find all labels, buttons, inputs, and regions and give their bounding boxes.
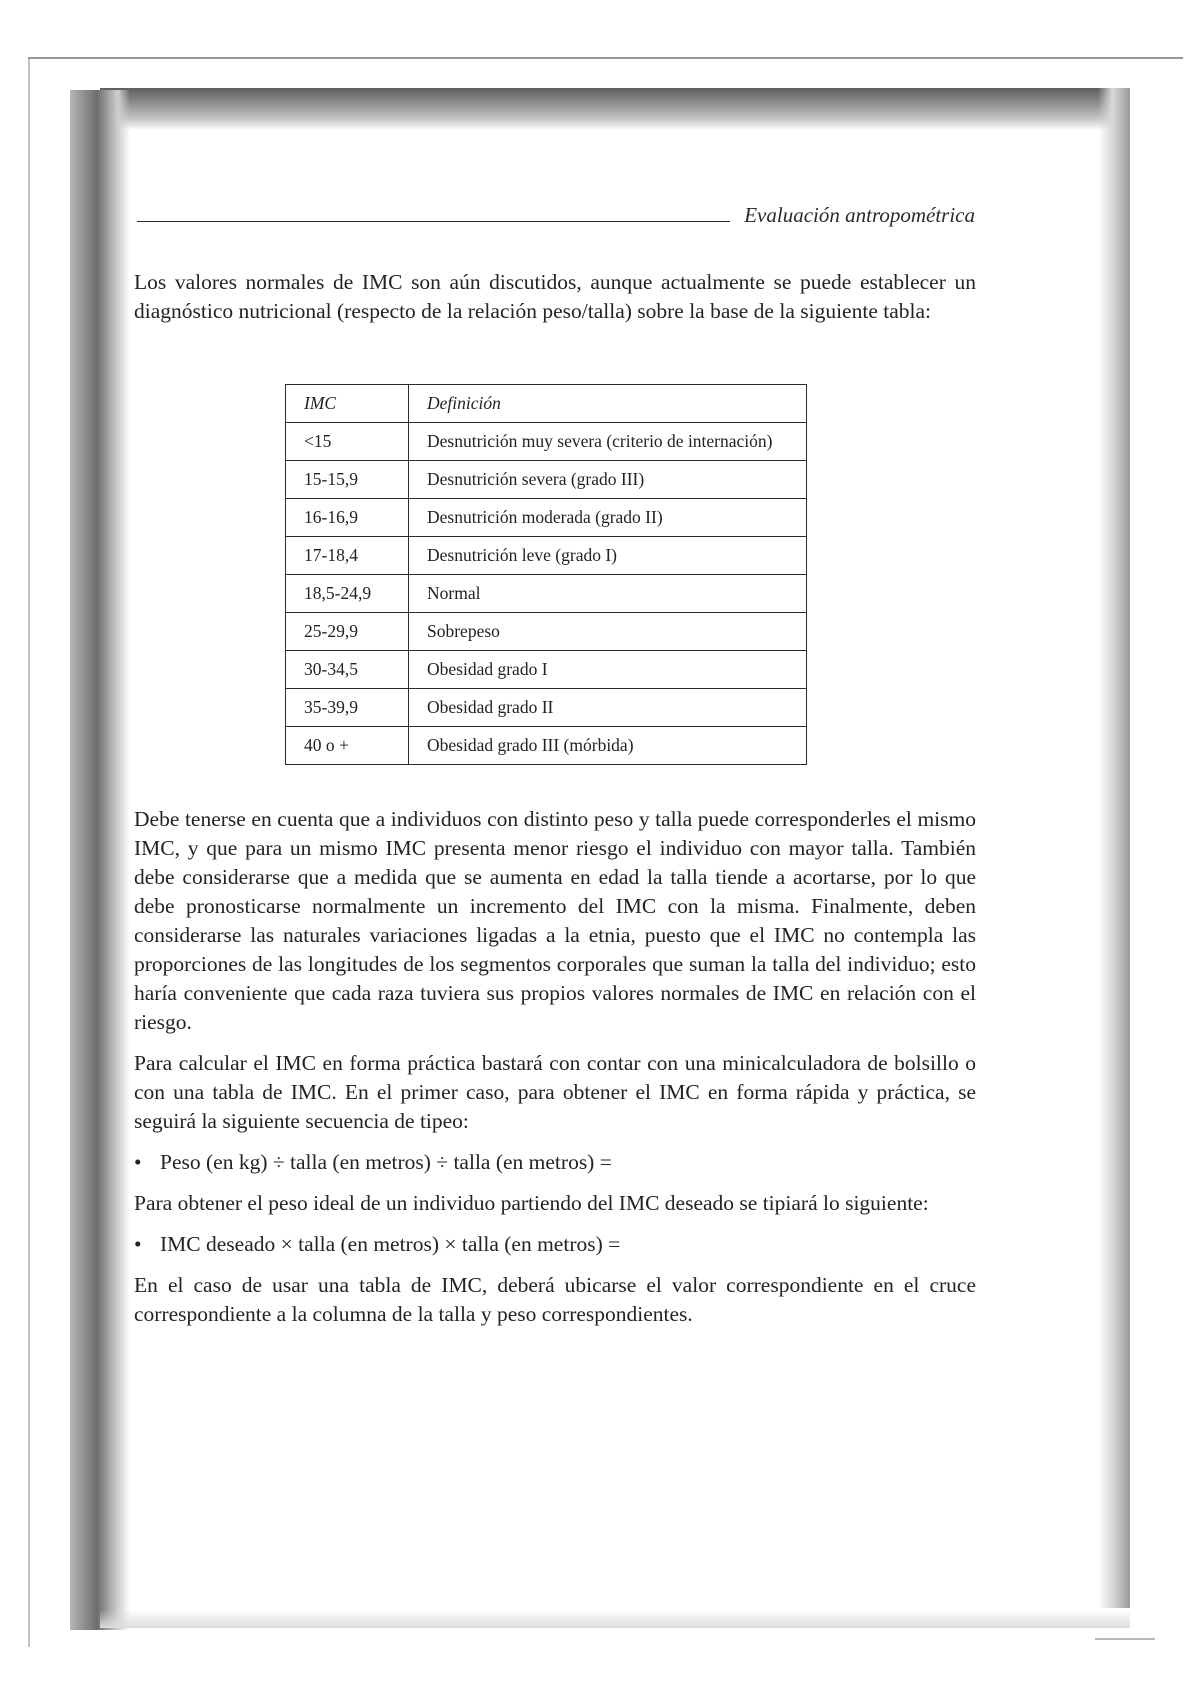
table-cell-definition: Obesidad grado II	[409, 689, 807, 727]
formula-ideal-weight: IMC deseado × talla (en metros) × talla (en metros) =	[160, 1232, 621, 1256]
table-cell-definition: Desnutrición severa (grado III)	[409, 461, 807, 499]
scan-edge-left	[28, 57, 30, 1647]
table-cell-definition: Desnutrición moderada (grado II)	[409, 499, 807, 537]
table-cell-imc: 16-16,9	[286, 499, 409, 537]
table-cell-definition: Sobrepeso	[409, 613, 807, 651]
body-section	[134, 805, 976, 1341]
table-cell-imc: 15-15,9	[286, 461, 409, 499]
table-row	[286, 575, 807, 613]
scan-edge-top	[28, 57, 1183, 59]
bullet-icon: •	[134, 1150, 142, 1174]
table-header-definition: Definición	[409, 385, 807, 423]
formula-imc: Peso (en kg) ÷ talla (en metros) ÷ talla (en metros) =	[160, 1150, 612, 1174]
table-row	[286, 651, 807, 689]
table-cell-imc: 40 o +	[286, 727, 409, 765]
table-cell-imc: 18,5-24,9	[286, 575, 409, 613]
paragraph-calculation: Para calcular el IMC en forma práctica bastará con contar con una minicalculadora de bolsillo o con una tabla de IMC. En el primer caso, para obtener el IMC en forma rápida y práctica, se seguirá la siguiente secuencia de tipeo:	[134, 1051, 976, 1133]
table-cell-definition: Obesidad grado I	[409, 651, 807, 689]
page-shadow-top	[100, 88, 1130, 130]
table-cell-imc: 25-29,9	[286, 613, 409, 651]
table-cell-definition: Desnutrición muy severa (criterio de internación)	[409, 423, 807, 461]
paragraph-considerations: Debe tenerse en cuenta que a individuos con distinto peso y talla puede corresponderles el mismo IMC, y que para un mismo IMC presenta menor riesgo el individuo con mayor talla. También debe considerarse que a medida que se aumenta en edad la talla tiende a acortarse, por lo que debe pronosticarse normalmente un incremento del IMC con la misma. Finalmente, deben considerarse las naturales variaciones ligadas a la etnia, puesto que el IMC no contempla las proporciones de las longitudes de los segmentos corporales que suman la talla del individuo; esto haría conveniente que cada raza tuviera sus propios valores normales de IMC en relación con el riesgo.	[134, 807, 976, 1034]
table-cell-definition: Obesidad grado III (mórbida)	[409, 727, 807, 765]
header-rule	[137, 221, 730, 222]
paragraph-ideal-weight: Para obtener el peso ideal de un individuo partiendo del IMC deseado se tipiará lo siguiente:	[134, 1191, 929, 1215]
paragraph-table-usage: En el caso de usar una tabla de IMC, deberá ubicarse el valor correspondiente en el cruce correspondiente a la columna de la talla y peso correspondientes.	[134, 1273, 976, 1326]
imc-table	[285, 384, 807, 765]
table-cell-definition: Desnutrición leve (grado I)	[409, 537, 807, 575]
list-item	[134, 1148, 976, 1177]
table-row	[286, 689, 807, 727]
table-row	[286, 613, 807, 651]
table-cell-imc: 30-34,5	[286, 651, 409, 689]
table-cell-imc: 35-39,9	[286, 689, 409, 727]
table-row	[286, 727, 807, 765]
page-shadow-bottom	[100, 1610, 1130, 1628]
header-title: Evaluación antropométrica	[744, 203, 975, 227]
intro-paragraph: Los valores normales de IMC son aún discutidos, aunque actualmente se puede establecer un diagnóstico nutricional (respecto de la relación peso/talla) sobre la base de la siguiente tabla:	[134, 270, 976, 323]
table-row	[286, 499, 807, 537]
bullet-icon: •	[134, 1232, 142, 1256]
table-row	[286, 423, 807, 461]
table-cell-imc: <15	[286, 423, 409, 461]
page-shadow-left	[70, 90, 130, 1630]
page-shadow-right	[1098, 88, 1130, 1608]
list-item	[134, 1230, 976, 1259]
table-cell-definition: Normal	[409, 575, 807, 613]
running-header	[137, 198, 975, 228]
table-row	[286, 461, 807, 499]
table-cell-imc: 17-18,4	[286, 537, 409, 575]
table-header-row	[286, 385, 807, 423]
scan-edge-bottom	[1095, 1638, 1155, 1640]
table-row	[286, 537, 807, 575]
intro-section	[134, 268, 976, 336]
table-header-imc: IMC	[286, 385, 409, 423]
